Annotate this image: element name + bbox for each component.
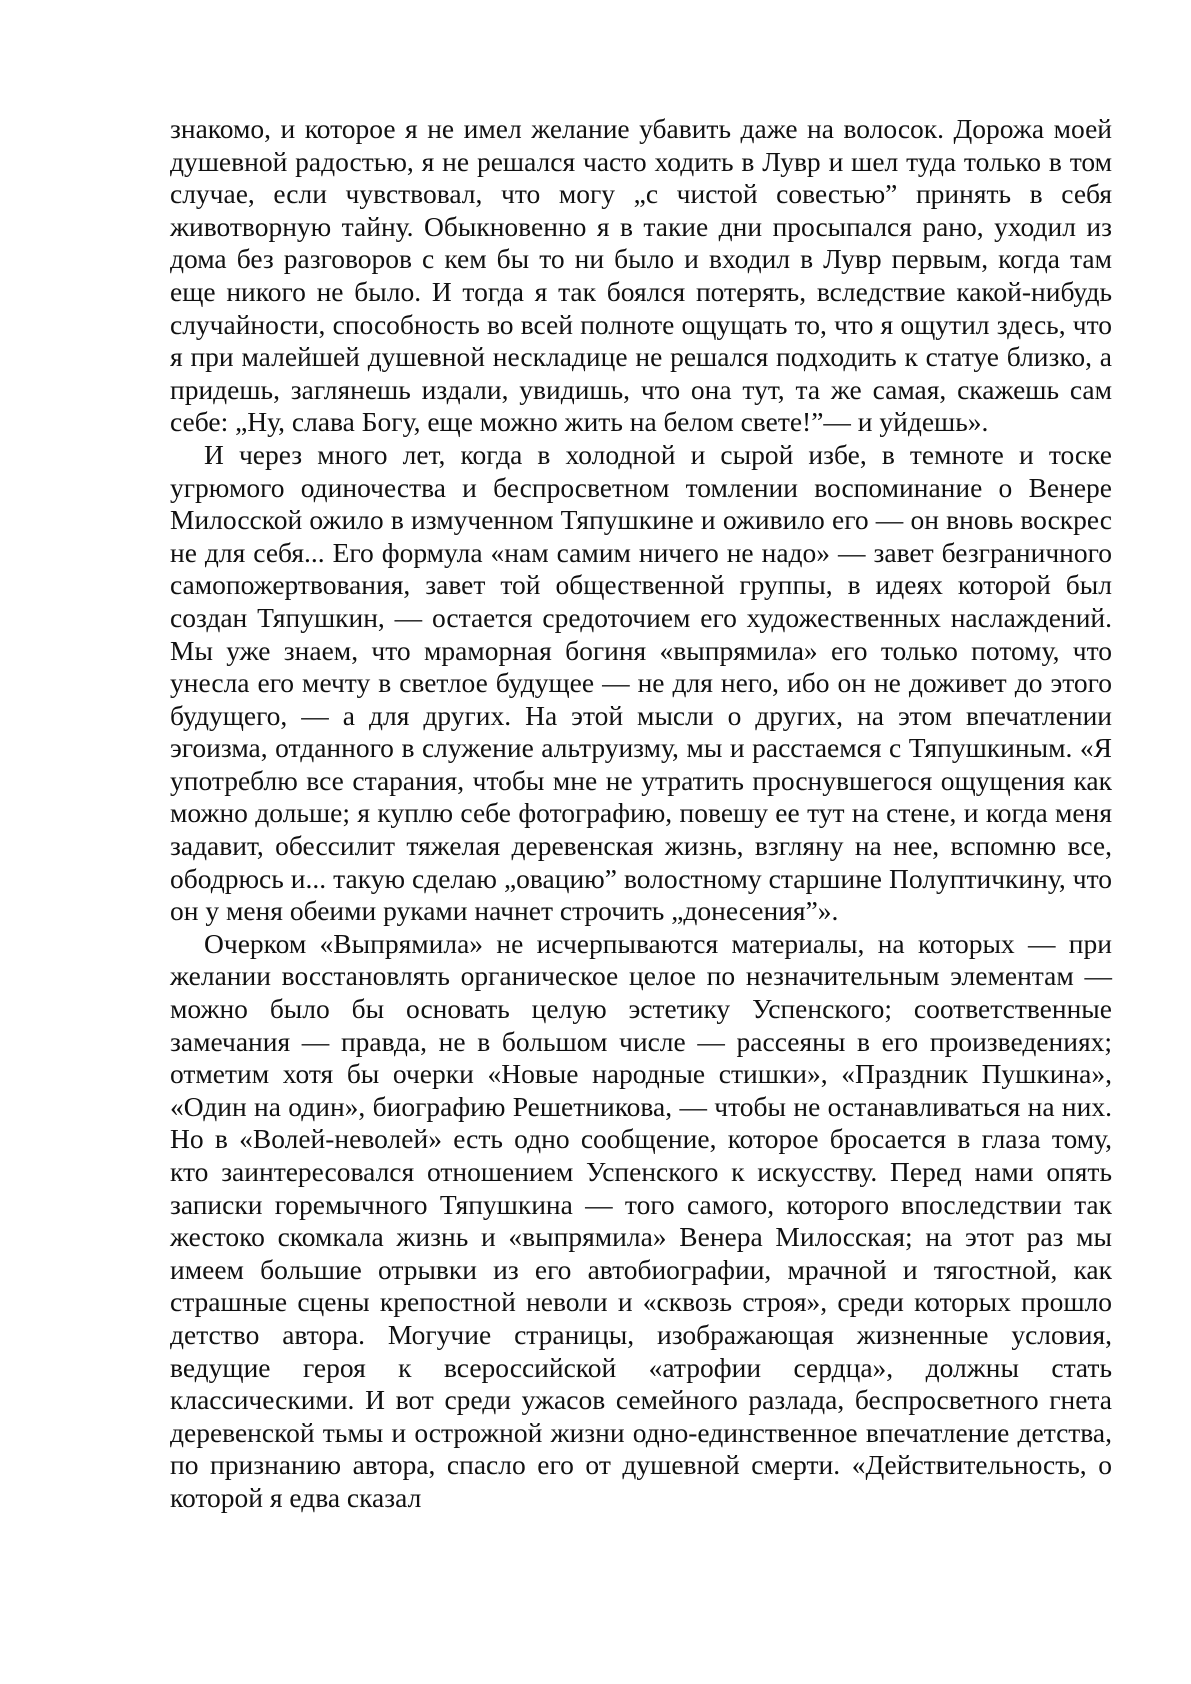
paragraph-1: знакомо, и которое я не имел желание убавить даже на волосок. Дорожа моей душевной радостью, я не решался часто ходить в Лувр и шел туда только в том случае, если чувствовал, что могу „с чистой совестью” принять в себя животворную тайну. Обыкновенно я в такие дни просыпался рано, уходил из дома без разговоров с кем бы то ни было и входил в Лувр первым, когда там еще никого не было. И тогда я так боялся потерять, вследствие какой-нибудь случайности, способность во всей полноте ощущать то, что я ощутил здесь, что я при малейшей душевной нескладице не решался подходить к статуе близко, а придешь, заглянешь издали, увидишь, что она тут, та же самая, скажешь сам себе: „Ну, слава Богу, еще можно жить на белом свете!”— и уйдешь».: [170, 113, 1112, 438]
document-body: [170, 113, 1112, 1515]
paragraph-3: Очерком «Выпрямила» не исчерпываются материалы, на которых — при желании восстановлять органическое целое по незначительным элементам — можно было бы основать целую эстетику Успенского; соответственные замечания — правда, не в большом числе — рассеяны в его произведениях; отметим хотя бы очерки «Новые народные стишки», «Праздник Пушкина», «Один на один», биографию Решетникова, — чтобы не останавливаться на них. Но в «Волей-неволей» есть одно сообщение, которое бросается в глаза тому, кто заинтересовался отношением Успенского к искусству. Перед нами опять записки горемычного Тяпушкина — того самого, которого впоследствии так жестоко скомкала жизнь и «выпрямила» Венера Милосская; на этот раз мы имеем большие отрывки из его автобиографии, мрачной и тягостной, как страшные сцены крепостной неволи и «сквозь строя», среди которых прошло детство автора. Могучие страницы, изображающая жизненные условия, ведущие героя к всероссийской «атрофии сердца», должны стать классическими. И вот среди ужасов семейного разлада, беспросветного гнета деревенской тьмы и острожной жизни одно-единственное впечатление детства, по признанию автора, спасло его от душевной смерти. «Действительность, о которой я едва сказал: [170, 927, 1112, 1513]
paragraph-2: И через много лет, когда в холодной и сырой избе, в темноте и тоске угрюмого одиночества и беспросветном томлении воспоминание о Венере Милосской ожило в измученном Тяпушкине и оживило его — он вновь воскрес не для себя... Его формула «нам самим ничего не надо» — завет безграничного самопожертвования, завет той общественной группы, в идеях которой был создан Тяпушкин, — остается средоточием его художественных наслаждений. Мы уже знаем, что мраморная богиня «выпрямила» его только потому, что унесла его мечту в светлое будущее — не для него, ибо он не доживет до этого будущего, — а для других. На этой мысли о других, на этом впечатлении эгоизма, отданного в служение альтруизму, мы и расстаемся с Тяпушкиным. «Я употреблю все старания, чтобы мне не утратить проснувшегося ощущения как можно дольше; я куплю себе фотографию, повешу ее тут на стене, и когда меня задавит, обессилит тяжелая деревенская жизнь, взгляну на нее, вспомню все, ободрюсь и... такую сделаю „овацию” волостному старшине Полуптичкину, что он у меня обеими руками начнет строчить „донесения”».: [170, 438, 1112, 927]
